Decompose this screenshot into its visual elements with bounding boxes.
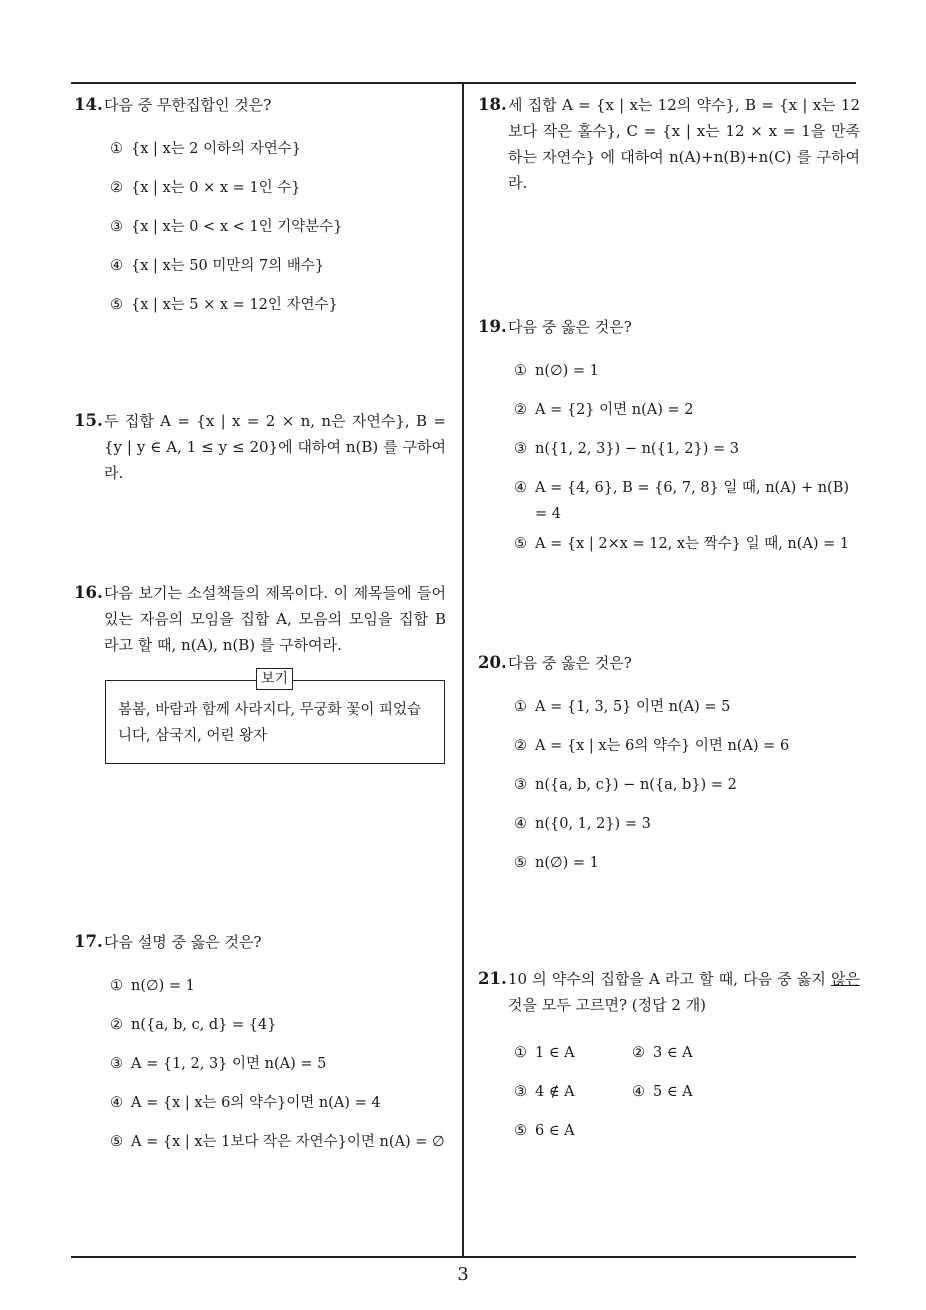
question-text: 두 집합 A = {x | x = 2 × n, n은 자연수}, B = {y | y ∈ A, 1 ≤ y ≤ 20}에 대하여 n(B) 를 구하여라.: [104, 412, 446, 482]
option-1[interactable]: ① n(∅) = 1: [514, 363, 599, 379]
question-number: 14.: [74, 95, 103, 114]
question-16: [74, 580, 446, 764]
question-number: 15.: [74, 411, 103, 430]
question-text: 다음 보기는 소설책들의 제목이다. 이 제목들에 들어 있는 자음의 모임을 집합 A, 모음의 모임을 집합 B 라고 할 때, n(A), n(B) 를 구하여라.: [104, 584, 446, 654]
question-text: 다음 설명 중 옳은 것은?: [104, 933, 262, 951]
option-5[interactable]: ⑤ {x | x는 5 × x = 12인 자연수}: [110, 297, 338, 313]
option-4[interactable]: ④ A = {4, 6}, B = {6, 7, 8} 일 때, n(A) + n(B) = 4: [514, 480, 850, 522]
option-5[interactable]: ⑤ 6 ∈ A: [514, 1123, 575, 1139]
option-2[interactable]: ② 3 ∈ A: [632, 1045, 693, 1061]
question-20: [478, 650, 860, 891]
option-2[interactable]: ② A = {x | x는 6의 약수} 이면 n(A) = 6: [514, 738, 790, 754]
example-box: [105, 671, 445, 764]
emphasis-underline: 않은: [831, 970, 860, 988]
option-5[interactable]: ⑤ n(∅) = 1: [514, 855, 599, 871]
bottom-rule: [71, 1256, 856, 1258]
option-3[interactable]: ③ n({a, b, c}) − n({a, b}) = 2: [514, 777, 737, 793]
question-17: [74, 929, 446, 1163]
option-1[interactable]: ① {x | x는 2 이하의 자연수}: [110, 141, 302, 157]
option-4[interactable]: ④ {x | x는 50 미만의 7의 배수}: [110, 258, 325, 274]
question-text: 다음 중 옳은 것은?: [508, 318, 632, 336]
question-19: [478, 314, 860, 572]
question-number: 20.: [478, 653, 507, 672]
option-4[interactable]: ④ A = {x | x는 6의 약수}이면 n(A) = 4: [110, 1095, 381, 1111]
option-3[interactable]: ③ {x | x는 0 < x < 1인 기약분수}: [110, 219, 343, 235]
option-grid: [478, 1042, 860, 1159]
top-rule: [71, 82, 856, 84]
question-number: 21.: [478, 969, 507, 988]
option-3[interactable]: ③ 4 ∉ A: [514, 1084, 575, 1100]
example-box-label: 보기: [256, 668, 293, 690]
page-number: 3: [457, 1264, 469, 1285]
question-number: 18.: [478, 95, 507, 114]
option-2[interactable]: ② {x | x는 0 × x = 1인 수}: [110, 180, 301, 196]
question-number: 19.: [478, 317, 507, 336]
option-4[interactable]: ④ 5 ∈ A: [632, 1084, 693, 1100]
question-number: 16.: [74, 583, 103, 602]
option-3[interactable]: ③ n({1, 2, 3}) − n({1, 2}) = 3: [514, 441, 739, 457]
question-text: 10 의 약수의 집합을 A 라고 할 때, 다음 중 옳지 않은 것을 모두 고르면? (정답 2 개): [508, 970, 860, 1014]
option-1[interactable]: ① 1 ∈ A: [514, 1045, 575, 1061]
option-4[interactable]: ④ n({0, 1, 2}) = 3: [514, 816, 651, 832]
question-text: 다음 중 무한집합인 것은?: [104, 96, 272, 114]
option-3[interactable]: ③ A = {1, 2, 3} 이면 n(A) = 5: [110, 1056, 327, 1072]
question-text: 세 집합 A = {x | x는 12의 약수}, B = {x | x는 12보다 작은 홀수}, C = {x | x는 12 × x = 1을 만족하는 자연수} 에 대하여 n(A)+n(B)+n(C) 를 구하여라.: [508, 96, 860, 192]
option-2[interactable]: ② A = {2} 이면 n(A) = 2: [514, 402, 694, 418]
question-text: 다음 중 옳은 것은?: [508, 654, 632, 672]
option-1[interactable]: ① A = {1, 3, 5} 이면 n(A) = 5: [514, 699, 731, 715]
option-1[interactable]: ① n(∅) = 1: [110, 978, 195, 994]
column-divider: [462, 82, 464, 1257]
question-18: [478, 92, 860, 196]
option-5[interactable]: ⑤ A = {x | 2×x = 12, x는 짝수} 일 때, n(A) = 1: [514, 536, 850, 552]
question-15: [74, 408, 446, 486]
question-21: [478, 966, 860, 1159]
question-14: [74, 92, 446, 333]
question-number: 17.: [74, 932, 103, 951]
option-2[interactable]: ② n({a, b, c, d} = {4}: [110, 1017, 277, 1033]
example-box-content: 봄봄, 바람과 함께 사라지다, 무궁화 꽃이 피었습니다, 삼국지, 어린 왕자: [105, 680, 445, 764]
option-5[interactable]: ⑤ A = {x | x는 1보다 작은 자연수}이면 n(A) = ∅: [110, 1134, 445, 1150]
